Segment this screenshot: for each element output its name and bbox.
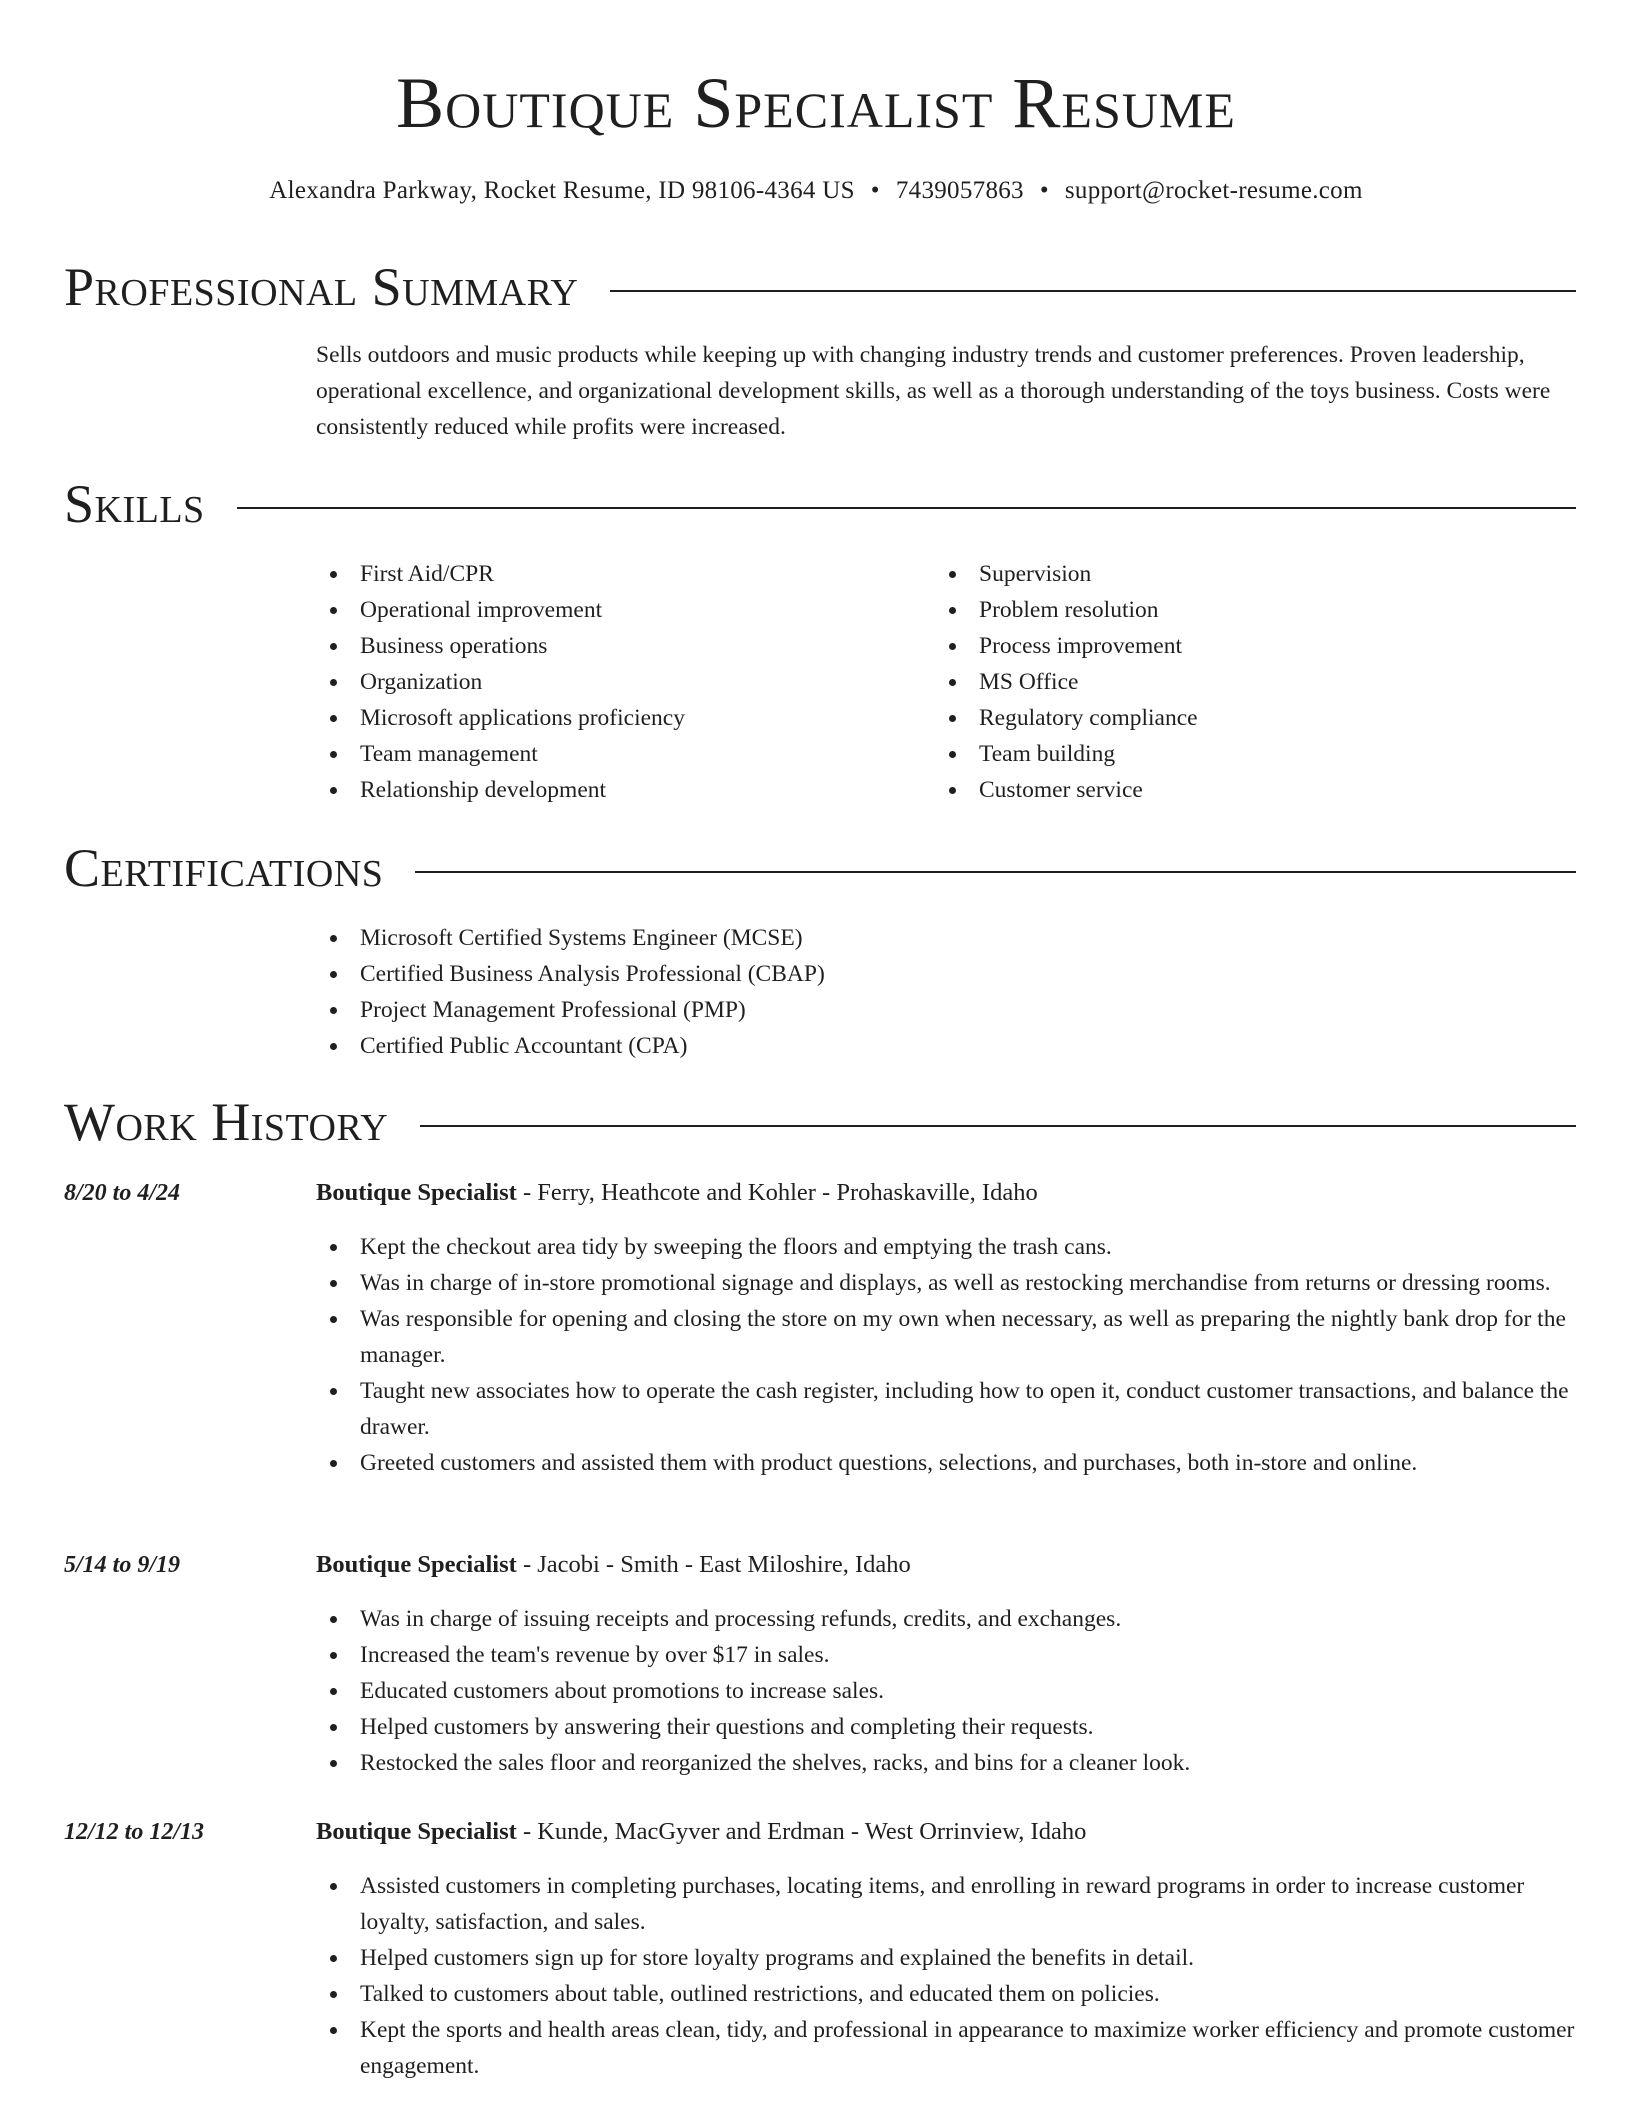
skills-list-right xyxy=(935,556,1535,808)
skills-list-left xyxy=(316,556,916,808)
work-history-heading: Work History xyxy=(64,1092,389,1152)
skill-item: Team management xyxy=(316,736,916,772)
job-bullet: Kept the sports and health areas clean, tidy, and professional in appearance to maximize worker efficiency and promote customer engagement. xyxy=(316,2012,1578,2084)
job-title: Boutique Specialist xyxy=(316,1551,517,1578)
skills-column-right xyxy=(935,556,1535,808)
skill-item: Supervision xyxy=(935,556,1535,592)
summary-section-header xyxy=(64,254,1576,320)
summary-text: Sells outdoors and music products while keeping up with changing industry trends and customer preferences. Proven leadership, operational excellence, and organizational development skills, as well as a thorough understanding of the toys business. Costs were consistently reduced while profits were increased. xyxy=(316,342,1551,440)
skill-item: Process improvement xyxy=(935,628,1535,664)
certifications-heading: Certifications xyxy=(64,838,384,898)
job-bullet: Was in charge of issuing receipts and processing refunds, credits, and exchanges. xyxy=(316,1601,1578,1637)
certification-item: Certified Business Analysis Professional (CBAP) xyxy=(316,956,1578,992)
section-divider xyxy=(415,871,1576,873)
job-dates: 8/20 to 4/24 xyxy=(64,1180,181,1206)
contact-separator: • xyxy=(1039,177,1049,204)
job-bullet: Talked to customers about table, outlined restrictions, and educated them on policies. xyxy=(316,1976,1578,2012)
certifications-section-header xyxy=(64,835,1576,901)
certification-item: Project Management Professional (PMP) xyxy=(316,992,1578,1028)
skill-item: Organization xyxy=(316,664,916,700)
skill-item: Team building xyxy=(935,736,1535,772)
job-dates: 5/14 to 9/19 xyxy=(64,1552,181,1578)
job-bullet: Kept the checkout area tidy by sweeping the floors and emptying the trash cans. xyxy=(316,1229,1578,1265)
section-divider xyxy=(610,290,1576,292)
contact-email: support@rocket-resume.com xyxy=(1064,177,1363,204)
job-bullet: Helped customers by answering their questions and completing their requests. xyxy=(316,1709,1578,1745)
job-bullets xyxy=(316,1229,1578,1481)
job-bullet: Restocked the sales floor and reorganized the shelves, racks, and bins for a cleaner look. xyxy=(316,1745,1578,1781)
contact-separator: • xyxy=(870,177,880,204)
skills-heading: Skills xyxy=(64,474,205,534)
contact-phone: 7439057863 xyxy=(895,177,1024,204)
certifications-block xyxy=(316,920,1578,1064)
skill-item: MS Office xyxy=(935,664,1535,700)
summary-heading: Professional Summary xyxy=(64,257,579,317)
job-bullets xyxy=(316,1601,1578,1781)
job-bullets xyxy=(316,1868,1578,2084)
job-bullet: Helped customers sign up for store loyalty programs and explained the benefits in detail. xyxy=(316,1940,1578,1976)
skill-item: Microsoft applications proficiency xyxy=(316,700,916,736)
job-bullet: Was responsible for opening and closing the store on my own when necessary, as well as preparing the nightly bank drop for the manager. xyxy=(316,1301,1578,1373)
contact-address: Alexandra Parkway, Rocket Resume, ID 98106-4364 US xyxy=(269,177,855,204)
skills-section-header xyxy=(64,471,1576,537)
skill-item: Business operations xyxy=(316,628,916,664)
job-bullet: Assisted customers in completing purchases, locating items, and enrolling in reward programs in order to increase customer loyalty, satisfaction, and sales. xyxy=(316,1868,1578,1940)
job-title: Boutique Specialist xyxy=(316,1818,517,1845)
skill-item: Customer service xyxy=(935,772,1535,808)
contact-line xyxy=(0,174,1632,208)
job-dates: 12/12 to 12/13 xyxy=(64,1819,205,1845)
job-details: - Kunde, MacGyver and Erdman - West Orrinview, Idaho xyxy=(516,1818,1087,1845)
job-headline xyxy=(316,1175,1038,1211)
job-bullet: Greeted customers and assisted them with product questions, selections, and purchases, both in-store and online. xyxy=(316,1445,1578,1481)
job-bullet: Educated customers about promotions to increase sales. xyxy=(316,1673,1578,1709)
resume-title: Boutique Specialist Resume xyxy=(396,63,1236,143)
skill-item: Regulatory compliance xyxy=(935,700,1535,736)
skill-item: Problem resolution xyxy=(935,592,1535,628)
job-bullet: Taught new associates how to operate the cash register, including how to open it, conduct customer transactions, and balance the drawer. xyxy=(316,1373,1578,1445)
section-divider xyxy=(420,1125,1576,1127)
work-history-section-header xyxy=(64,1089,1576,1155)
job-details: - Jacobi - Smith - East Miloshire, Idaho xyxy=(516,1551,911,1578)
section-divider xyxy=(237,507,1576,509)
certification-item: Microsoft Certified Systems Engineer (MCSE) xyxy=(316,920,1578,956)
certifications-list xyxy=(316,920,1578,1064)
skill-item: First Aid/CPR xyxy=(316,556,916,592)
skills-column-left xyxy=(316,556,916,808)
job-bullet: Increased the team's revenue by over $17 in sales. xyxy=(316,1637,1578,1673)
certification-item: Certified Public Accountant (CPA) xyxy=(316,1028,1578,1064)
skill-item: Operational improvement xyxy=(316,592,916,628)
job-bullet: Was in charge of in-store promotional signage and displays, as well as restocking merchandise from returns or dressing rooms. xyxy=(316,1265,1578,1301)
job-headline xyxy=(316,1547,911,1583)
job-details: - Ferry, Heathcote and Kohler - Prohaskaville, Idaho xyxy=(516,1179,1038,1206)
skill-item: Relationship development xyxy=(316,772,916,808)
job-headline xyxy=(316,1814,1086,1850)
job-title: Boutique Specialist xyxy=(316,1179,517,1206)
